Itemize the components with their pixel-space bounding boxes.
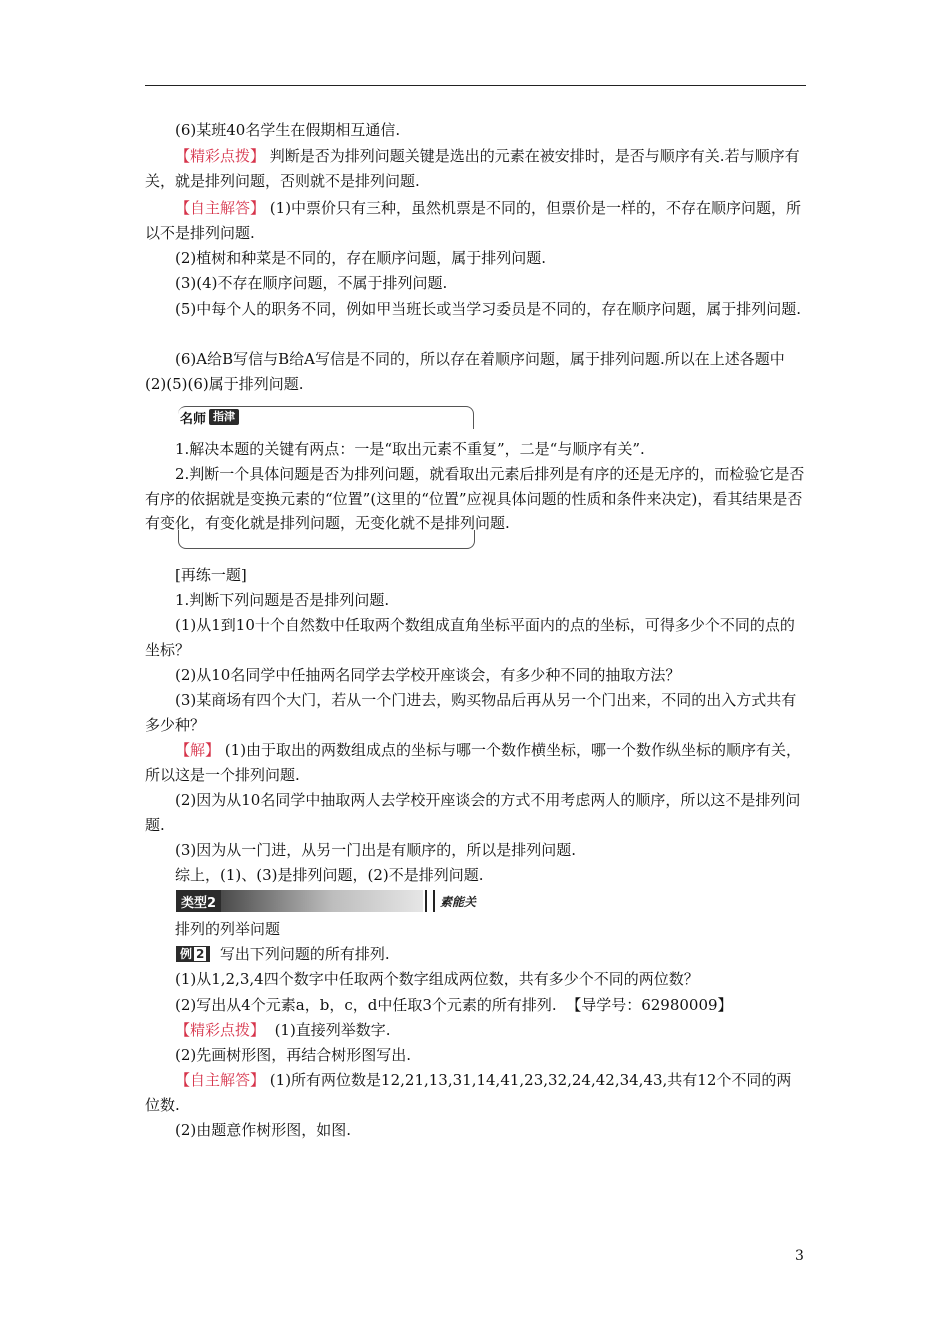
example-line: 例 2 写出下列问题的所有排列. [176,942,806,967]
practice-a2: (2)因为从10名同学中抽取两人去学校开座谈会的方式不用考虑两人的顺序，所以这不是排列问题. [145,791,801,834]
practice-question: 1.判断下列问题是否是排列问题. [175,591,390,609]
example-solution-tag: 【自主解答】 [175,1071,266,1089]
page-number: 3 [795,1248,804,1264]
example-q1: (1)从1,2,3,4四个数字中任取两个数字组成两位数，共有多少个不同的两位数？ [175,970,699,988]
practice-a3: (3)因为从一门进，从另一门出是有顺序的，所以是排列问题. [175,841,577,859]
example-q2: (2)写出从4个元素a，b，c，d中任取3个元素的所有排列. 【导学号：62980009】 [175,996,733,1014]
note-tag: 名师 指津 [180,408,239,426]
hint-paragraph: 【精彩点拨】 判断是否为排列问题关键是选出的元素在被安排时，是否与顺序有关.若与顺序有关，就是排列问题，否则就不是排列问题. [145,147,800,190]
answer-tag: 【自主解答】 [175,199,266,217]
section-bar-gradient [221,890,423,912]
hint-tag: 【精彩点拨】 [175,147,266,165]
note-point-2: 2.判断一个具体问题是否为排列问题，就看取出元素后排列是有序的还是无序的，而检验它是否有序的依据就是变换元素的“位置”(这里的“位置”应视具体问题的性质和条件来决定)，看其结果是否有变化，有变化就是排列问题，无变化就不是排列问题. [145,465,805,532]
line-item-6: (6)某班40名学生在假期相互通信. [175,121,401,139]
answer-line-2: (2)植树和种菜是不同的，存在顺序问题，属于排列问题. [175,249,547,267]
section-bar [176,890,476,912]
section-heading: 排列的列举问题 [175,920,281,938]
section-bar-label: 类型2 [176,890,221,912]
note-box-bottom [178,530,475,549]
guide-number: 【导学号：62980009】 [566,996,733,1014]
answer-line-3: (3)(4)不存在顺序问题，不属于排列问题. [175,274,448,292]
practice-q3: (3)某商场有四个大门，若从一个门进去，购买物品后再从另一个门出来，不同的出入方式共有多少种？ [145,691,797,734]
practice-q1: (1)从1到10十个自然数中任取两个数组成直角坐标平面内的点的坐标，可得多少个不同的点的坐标？ [145,616,795,659]
answer-paragraph: 【自主解答】 (1)中票价只有三种，虽然机票是不同的，但票价是一样的，不存在顺序问题，所以不是排列问题. [145,199,802,242]
header-rule [145,85,806,86]
example-badge: 例 2 [176,946,210,962]
practice-q2: (2)从10名同学中任抽两名同学去学校开座谈会，有多少种不同的抽取方法？ [175,666,681,684]
practice-title: [再练一题] [175,566,247,584]
practice-summary: 综上，(1)、(3)是排列问题，(2)不是排列问题. [175,866,484,884]
note-point-1: 1.解决本题的关键有两点：一是“取出元素不重复”，二是“与顺序有关”. [175,440,645,458]
solution-tag: 【解】 [175,741,221,759]
example-hint-tag: 【精彩点拨】 [175,1021,266,1039]
example-hint-2: (2)先画树形图，再结合树形图写出. [175,1046,412,1064]
section-bar-divider [425,890,435,912]
example-solution: 【自主解答】 (1)所有两位数是12,21,13,31,14,41,23,32,24,42,34,43,共有12个不同的两位数. [145,1071,792,1114]
example-solution-2: (2)由题意作树形图，如图. [175,1121,352,1139]
practice-a1: 【解】 (1)由于取出的两数组成点的坐标与哪一个数作横坐标，哪一个数作纵坐标的顺序有关，所以这是一个排列问题. [145,741,802,784]
answer-line-6: (6)A给B写信与B给A写信是不同的，所以存在着顺序问题，属于排列问题.所以在上述各题中(2)(5)(6)属于排列问题. [145,350,785,393]
section-bar-tail: 素能关 [439,894,476,909]
example-hint: 【精彩点拨】 (1)直接列举数字. [175,1021,391,1039]
answer-line-5: (5)中每个人的职务不同，例如甲当班长或当学习委员是不同的，存在顺序问题，属于排列问题. [175,300,802,318]
